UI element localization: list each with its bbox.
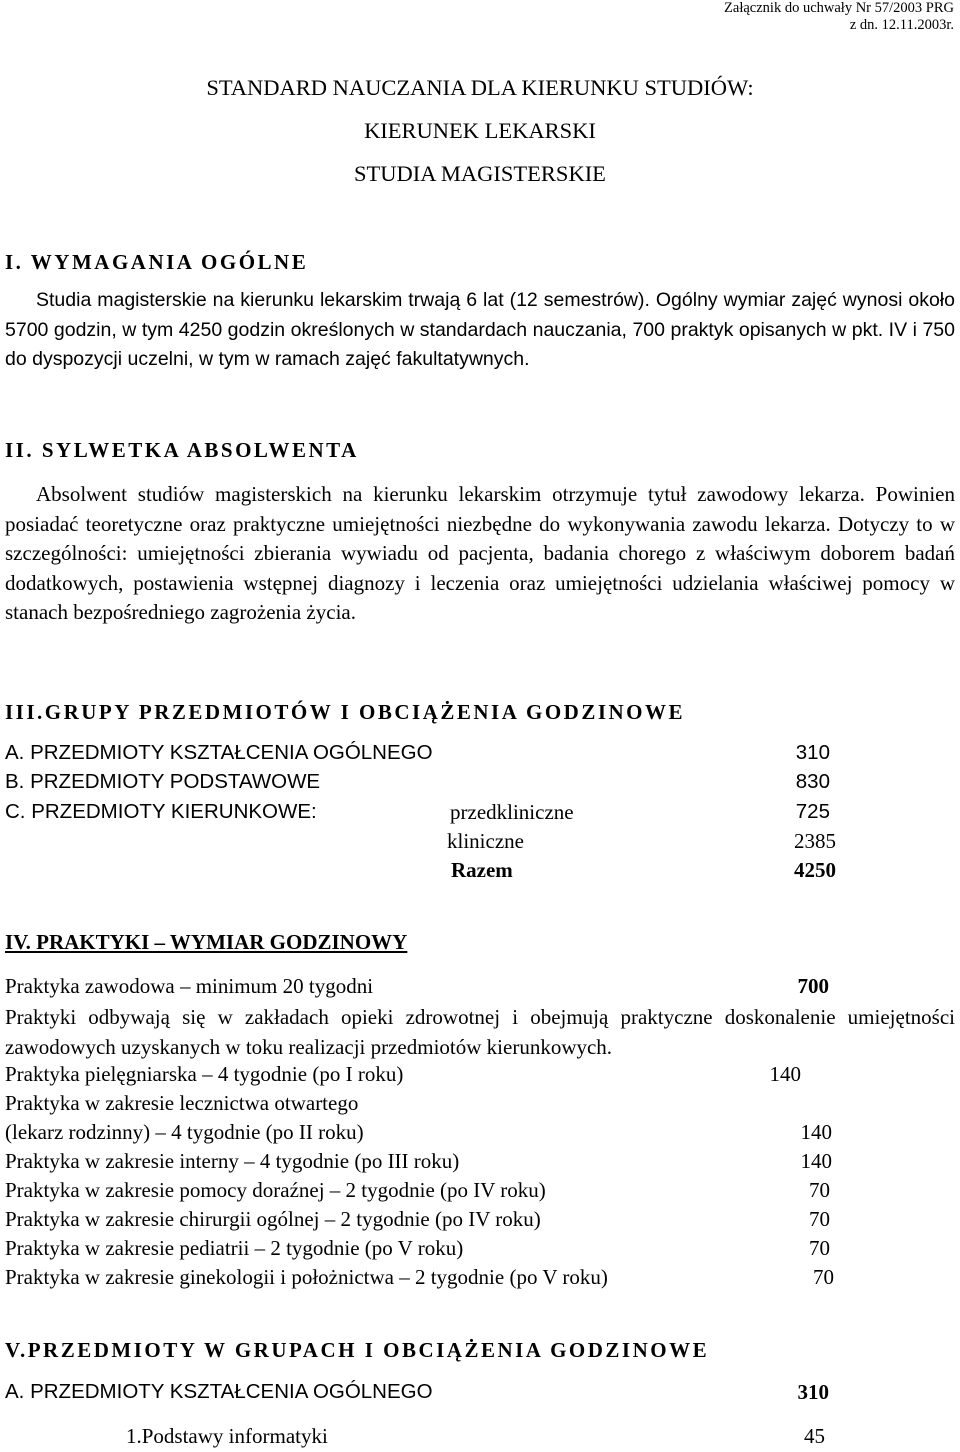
- section-2-paragraph: Absolwent studiów magisterskich na kierunku lekarskim otrzymuje tytuł zawodowy lekarza. Powinien posiadać teoretyczne oraz praktyczne umiejętności niezbędne do wykonywania zawodu lekarza. Dotyczy to w szczególności: umiejętności zbierania wywiadu od pacjenta, badania chorego z właściwym doborem badań dodatkowych, postawienia wstępnej diagnozy i leczenia oraz umiejętności udzielania właściwej pomocy w stanach bezpośredniego zagrożenia życia.: [5, 482, 955, 624]
- subject-group-a-hours: 310: [795, 741, 830, 764]
- practice-item-internal-hours: 140: [800, 1149, 832, 1173]
- practice-item-outpatient-hours: 140: [800, 1120, 832, 1144]
- subject-group-a-label: A. PRZEDMIOTY KSZTAŁCENIA OGÓLNEGO: [5, 741, 433, 764]
- section-4-heading: IV. PRAKTYKI – WYMIAR GODZINOWY: [5, 930, 408, 954]
- subject-group-b-label: B. PRZEDMIOTY PODSTAWOWE: [5, 770, 321, 793]
- section-5-heading: V.PRZEDMIOTY W GRUPACH I OBCIĄŻENIA GODZINOWE: [5, 1338, 710, 1362]
- subject-group-c-clinical-label: kliniczne: [447, 829, 524, 853]
- practice-item-gynecology-hours: 70: [813, 1265, 834, 1289]
- section-1-heading: I. WYMAGANIA OGÓLNE: [5, 250, 309, 274]
- total-label: Razem: [451, 858, 513, 882]
- subject-informatics: 1.Podstawy informatyki: [126, 1424, 328, 1448]
- subject-informatics-hours: 45: [804, 1424, 825, 1448]
- total-hours: 4250: [794, 858, 836, 882]
- practice-item-surgery-hours: 70: [809, 1207, 830, 1231]
- practice-note: Praktyki odbywają się w zakładach opieki zdrowotnej i obejmują praktyczne doskonalenie umiejętności zawodowych uzyskanych w toku realizacji przedmiotów kierunkowych.: [5, 1005, 955, 1059]
- practice-item-nursing-hours: 140: [769, 1062, 801, 1086]
- practice-item-emergency: Praktyka w zakresie pomocy doraźnej – 2 tygodnie (po IV roku): [5, 1178, 546, 1202]
- section-2-heading: II. SYLWETKA ABSOLWENTA: [5, 438, 359, 462]
- practice-item-outpatient-line-1: Praktyka w zakresie lecznictwa otwartego: [5, 1091, 359, 1115]
- subject-group-b-hours: 830: [795, 770, 830, 793]
- document-title-line-2: KIERUNEK LEKARSKI: [364, 118, 596, 143]
- professional-practice-hours: 700: [797, 974, 829, 998]
- attachment-line-1: Załącznik do uchwały Nr 57/2003 PRG: [724, 0, 954, 16]
- practice-item-gynecology: Praktyka w zakresie ginekologii i położnictwa – 2 tygodnie (po V roku): [5, 1265, 608, 1289]
- subject-group-c-label: C. PRZEDMIOTY KIERUNKOWE:: [5, 800, 317, 823]
- practice-item-pediatrics: Praktyka w zakresie pediatrii – 2 tygodnie (po V roku): [5, 1236, 464, 1260]
- attachment-line-2: z dn. 12.11.2003r.: [849, 17, 954, 33]
- professional-practice-label: Praktyka zawodowa – minimum 20 tygodni: [5, 974, 374, 998]
- subject-group-c-preclinical-hours: 725: [795, 800, 830, 823]
- document-title-line-3: STUDIA MAGISTERSKIE: [354, 161, 606, 186]
- group-a-label: A. PRZEDMIOTY KSZTAŁCENIA OGÓLNEGO: [5, 1380, 433, 1403]
- practice-item-internal: Praktyka w zakresie interny – 4 tygodnie (po III roku): [5, 1149, 460, 1173]
- practice-item-nursing: Praktyka pielęgniarska – 4 tygodnie (po I roku): [5, 1062, 404, 1086]
- attachment-note: [724, 0, 954, 34]
- section-1-paragraph: Studia magisterskie na kierunku lekarskim trwają 6 lat (12 semestrów). Ogólny wymiar zajęć wynosi około 5700 godzin, w tym 4250 godzin określonych w standardach nauczania, 700 praktyk opisanych w pkt. IV i 750 do dyspozycji uczelni, w tym w ramach zajęć fakultatywnych.: [5, 289, 955, 370]
- subject-group-c-preclinical-label: przedkliniczne: [450, 800, 574, 824]
- subject-group-c-clinical-hours: 2385: [794, 829, 836, 853]
- practice-item-outpatient-line-2: (lekarz rodzinny) – 4 tygodnie (po II roku): [5, 1120, 364, 1144]
- practice-item-pediatrics-hours: 70: [809, 1236, 830, 1260]
- group-a-hours: 310: [797, 1380, 829, 1404]
- practice-item-surgery: Praktyka w zakresie chirurgii ogólnej – 2 tygodnie (po IV roku): [5, 1207, 541, 1231]
- practice-item-emergency-hours: 70: [809, 1178, 830, 1202]
- section-3-heading: III.GRUPY PRZEDMIOTÓW I OBCIĄŻENIA GODZINOWE: [5, 700, 686, 724]
- document-title-line-1: STANDARD NAUCZANIA DLA KIERUNKU STUDIÓW:: [206, 75, 754, 100]
